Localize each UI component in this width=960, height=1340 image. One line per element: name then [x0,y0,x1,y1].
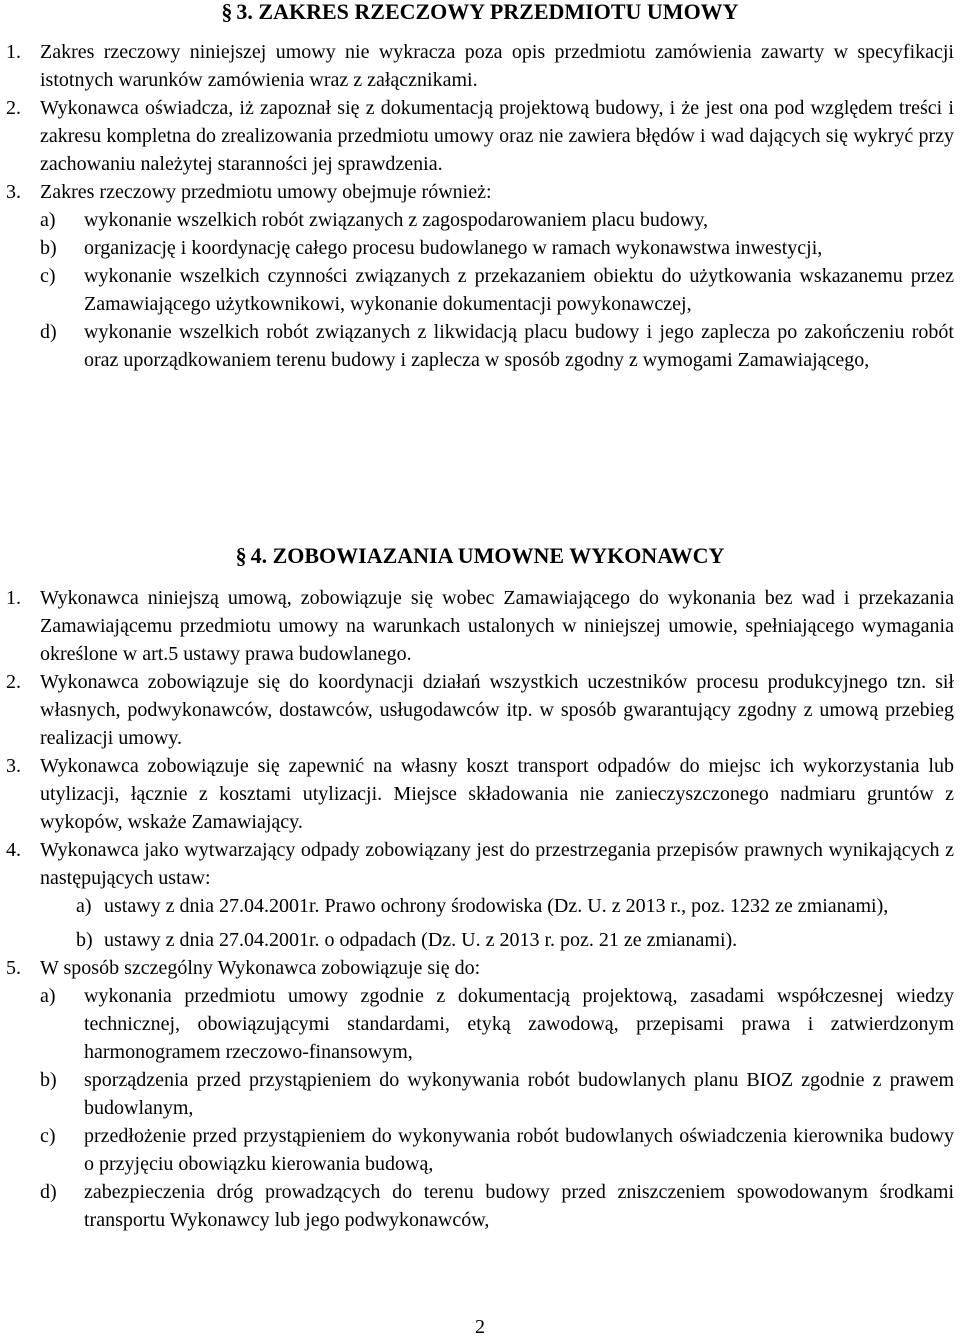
section-4-heading [0,542,960,570]
list-item: 1. Wykonawca niniejszą umową, zobowiązuje się wobec Zamawiającego do wykonania bez wad i przekazania Zamawiającemu przedmiotu umowy na warunkach ustalonych w niniejszej umowie, spełniającego wymagania określone w art.5 ustawy prawa budowlanego. [6,587,954,665]
section-4-title: 4. ZOBOWIAZANIA UMOWNE WYKONAWCY [250,543,725,568]
sub-item: a) ustawy z dnia 27.04.2001r. Prawo ochrony środowiska (Dz. U. z 2013 r., poz. 1232 ze zmianami), [76,895,889,917]
sub-item: c) przedłożenie przed przystąpieniem do wykonywania robót budowlanych oświadczenia kierownika budowy o przyjęciu obowiązku kierowania budową, [40,1125,954,1175]
list-item: 1. Zakres rzeczowy niniejszej umowy nie wykracza poza opis przedmiotu zamówienia zawarty w specyfikacji istotnych warunków zamówienia wraz z załącznikami. [6,41,954,91]
sub-item: c) wykonanie wszelkich czynności związanych z przekazaniem obiektu do użytkowania wskazanemu przez Zamawiającego użytkownikowi, wykonanie dokumentacji powykonawczej, [40,265,954,315]
list-item: 2. Wykonawca oświadcza, iż zapoznał się z dokumentacją projektową budowy, i że jest ona pod względem treści i zakresu kompletna do zrealizowania przedmiotu umowy oraz nie zawiera błędów i wad dających się wykryć przy zachowaniu należytej staranności jej sprawdzenia. [6,97,954,175]
list-item: 5. W sposób szczególny Wykonawca zobowiązuje się do: a) wykonania przedmiotu umowy zgodnie z dokumentacją projektową, zasadami współczesnej wiedzy technicznej, obowiązującymi standardami, etyką zawodową, przepisami prawa i zatwierdzonym harmonogramem rzeczowo-finansowym, b) sporządzenia przed przystąpieniem do wykonywania robót budowlanych planu BIOZ zgodnie z prawem budowlanym, c) przedłożenie przed przystąpieniem do wykonywania robót budowlanych oświadczenia kierownika budowy o przyjęciu obowiązku kierowania budową, d) zabezpieczenia dróg prowadzących do terenu budowy przed zniszczeniem spowodowanym środkami transportu Wykonawcy lub jego podwykonawców, [0,954,960,1234]
section-symbol: § [221,0,233,24]
sub-item: d) zabezpieczenia dróg prowadzących do terenu budowy przed zniszczeniem spowodowanym środkami transportu Wykonawcy lub jego podwykonawców, [40,1181,954,1231]
sub-item: d) wykonanie wszelkich robót związanych z likwidacją placu budowy i jego zaplecza po zakończeniu robót oraz uporządkowaniem terenu budowy i zaplecza w sposób zgodny z wymogami Zamawiającego, [40,321,954,371]
section-3-title: 3. ZAKRES RZECZOWY PRZEDMIOTU UMOWY [236,0,739,24]
list-item-intro: Zakres rzeczowy przedmiotu umowy obejmuje również: [40,181,492,203]
list-item: 4. Wykonawca jako wytwarzający odpady zobowiązany jest do przestrzegania przepisów prawnych wynikających z następujących ustaw: a) ustawy z dnia 27.04.2001r. Prawo ochrony środowiska (Dz. U. z 2013 r., poz. 1232 ze zmianami), b) ustawy z dnia 27.04.2001r. o odpadach (Dz. U. z 2013 r. poz. 21 ze zmianami). [0,836,960,954]
list-item-intro: W sposób szczególny Wykonawca zobowiązuje się do: [40,957,481,979]
section-3-body [0,38,960,374]
section-4-body [0,584,960,1234]
sub-item: b) organizację i koordynację całego procesu budowlanego w ramach wykonawstwa inwestycji, [40,237,823,259]
sub-item: b) sporządzenia przed przystąpieniem do wykonywania robót budowlanych planu BIOZ zgodnie z prawem budowlanym, [40,1069,954,1119]
sub-item: a) wykonanie wszelkich robót związanych z zagospodarowaniem placu budowy, [40,209,709,231]
list-item-intro: Wykonawca jako wytwarzający odpady zobowiązany jest do przestrzegania przepisów prawnych wynikających z następujących ustaw: [40,839,954,889]
section-3-heading [0,0,960,26]
sub-item: a) wykonania przedmiotu umowy zgodnie z dokumentacją projektową, zasadami współczesnej wiedzy technicznej, obowiązującymi standardami, etyką zawodową, przepisami prawa i zatwierdzonym harmonogramem rzeczowo-finansowym, [40,985,954,1063]
section-symbol: § [235,543,247,568]
page-number: 2 [475,1316,485,1338]
list-item: 3. Wykonawca zobowiązuje się zapewnić na własny koszt transport odpadów do miejsc ich wykorzystania lub utylizacji, łącznie z kosztami utylizacji. Miejsce składowania nie zanieczyszczonego nadmiaru gruntów z wykopów, wskaże Zamawiający. [6,755,954,833]
list-item: 3. Zakres rzeczowy przedmiotu umowy obejmuje również: a) wykonanie wszelkich robót związanych z zagospodarowaniem placu budowy, b) organizację i koordynację całego procesu budowlanego w ramach wykonawstwa inwestycji, c) wykonanie wszelkich czynności związanych z przekazaniem obiektu do użytkowania wskazanemu przez Zamawiającego użytkownikowi, wykonanie dokumentacji powykonawczej, d) wykonanie wszelkich robót związanych z likwidacją placu budowy i jego zaplecza po zakończeniu robót oraz uporządkowaniem terenu budowy i zaplecza w sposób zgodny z wymogami Zamawiającego, [0,178,960,374]
list-item: 2. Wykonawca zobowiązuje się do koordynacji działań wszystkich uczestników procesu produkcyjnego tzn. sił własnych, podwykonawców, dostawców, usługodawców itp. w sposób gwarantujący zgodny z umową przebieg realizacji umowy. [6,671,954,749]
sub-item: b) ustawy z dnia 27.04.2001r. o odpadach (Dz. U. z 2013 r. poz. 21 ze zmianami). [76,929,738,951]
